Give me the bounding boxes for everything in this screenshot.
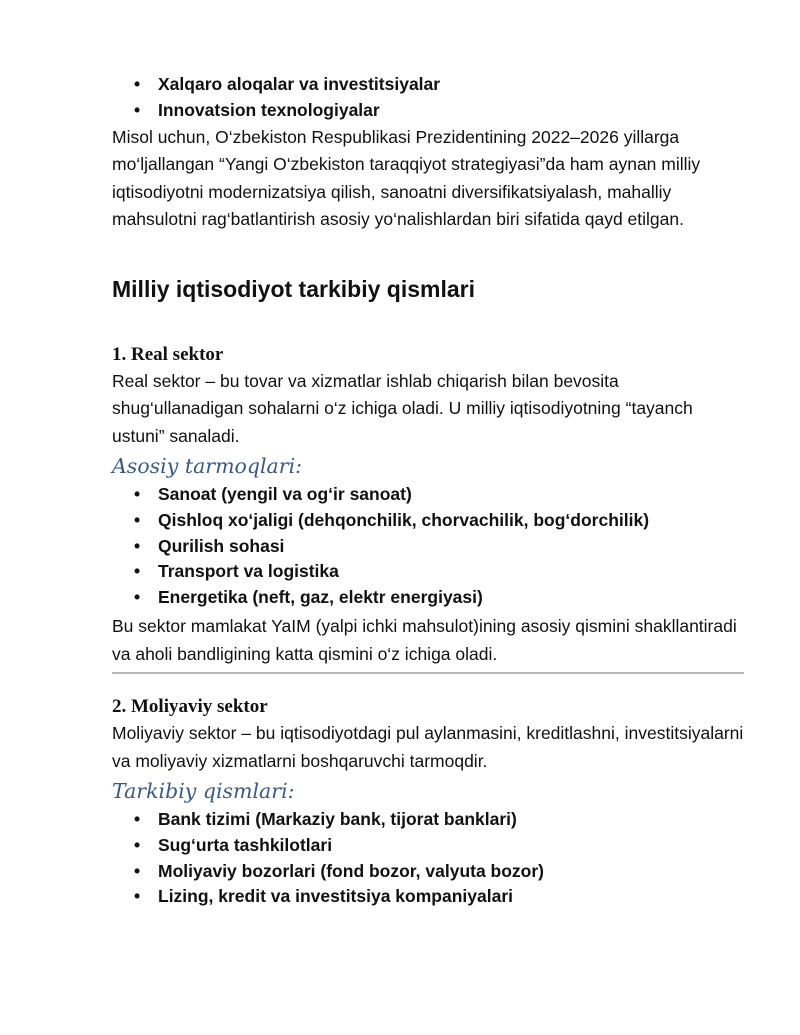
financial-sector-description: Moliyaviy sektor – bu iqtisodiyotdagi pul aylanmasini, kreditlashni, investitsiyalarni va moliyaviy xizmatlarni boshqaruvchi tarmoqdir. bbox=[112, 723, 744, 771]
real-sector-list-heading: Asosiy tarmoqlari: bbox=[112, 454, 303, 479]
bullet-icon: • bbox=[134, 886, 141, 907]
list-item: • Transport va logistika bbox=[112, 559, 748, 585]
financial-sector-list-heading: Tarkibiy qismlari: bbox=[112, 779, 295, 804]
bullet-icon: • bbox=[134, 509, 141, 530]
section-title: Milliy iqtisodiyot tarkibiy qismlari bbox=[112, 275, 475, 302]
bullet-icon: • bbox=[134, 535, 141, 556]
list-item: • Energetika (neft, gaz, elektr energiyasi) bbox=[112, 585, 748, 611]
bullet-icon: • bbox=[134, 860, 141, 881]
intro-paragraph: Misol uchun, O‘zbekiston Respublikasi Prezidentining 2022–2026 yillarga mo‘ljallangan “Yangi O‘zbekiston taraqqiyot strategiyasi”da ham aynan milliy iqtisodiyotni modernizatsiya qilish, sanoatni diversifikatsiyalash, mahalliy mahsulotni rag‘batlantirish asosiy yo‘nalishlardan biri sifatida qayd etilgan. bbox=[112, 126, 701, 230]
real-sector-title: 1. Real sektor bbox=[112, 343, 224, 365]
list-item: • Lizing, kredit va investitsiya kompaniyalari bbox=[112, 884, 748, 910]
real-sector-closing: Bu sektor mamlakat YaIM (yalpi ichki mahsulot)ining asosiy qismini shakllantiradi va aholi bandligining katta qismini o‘z ichiga oladi. bbox=[112, 616, 737, 664]
list-item: • Moliyaviy bozorlari (fond bozor, valyuta bozor) bbox=[112, 859, 748, 885]
financial-sector-list bbox=[112, 807, 748, 910]
list-item: • Innovatsion texnologiyalar bbox=[112, 98, 748, 124]
financial-sector-title: 2. Moliyaviy sektor bbox=[112, 696, 268, 718]
list-item: • Qurilish sohasi bbox=[112, 534, 748, 560]
bullet-icon: • bbox=[134, 809, 141, 830]
bullet-icon: • bbox=[134, 99, 141, 120]
bullet-icon: • bbox=[134, 834, 141, 855]
list-item: • Sug‘urta tashkilotlari bbox=[112, 833, 748, 859]
list-item: • Qishloq xo‘jaligi (dehqonchilik, chorvachilik, bog‘dorchilik) bbox=[112, 508, 748, 534]
bullet-icon: • bbox=[134, 561, 141, 582]
bullet-icon: • bbox=[134, 587, 141, 608]
list-item: • Xalqaro aloqalar va investitsiyalar bbox=[112, 72, 748, 98]
bullet-icon: • bbox=[134, 74, 141, 94]
section-divider bbox=[112, 672, 744, 674]
list-item: • Bank tizimi (Markaziy bank, tijorat banklari) bbox=[112, 807, 748, 833]
list-item: • Sanoat (yengil va og‘ir sanoat) bbox=[112, 482, 748, 508]
intro-bullet-list bbox=[112, 72, 748, 124]
bullet-icon: • bbox=[134, 484, 141, 505]
document-page bbox=[112, 72, 748, 910]
real-sector-list bbox=[112, 482, 748, 611]
real-sector-description: Real sektor – bu tovar va xizmatlar ishlab chiqarish bilan bevosita shug‘ullanadigan sohalarni o‘z ichiga oladi. U milliy iqtisodiyotning “tayanch ustuni” sanaladi. bbox=[112, 370, 693, 446]
